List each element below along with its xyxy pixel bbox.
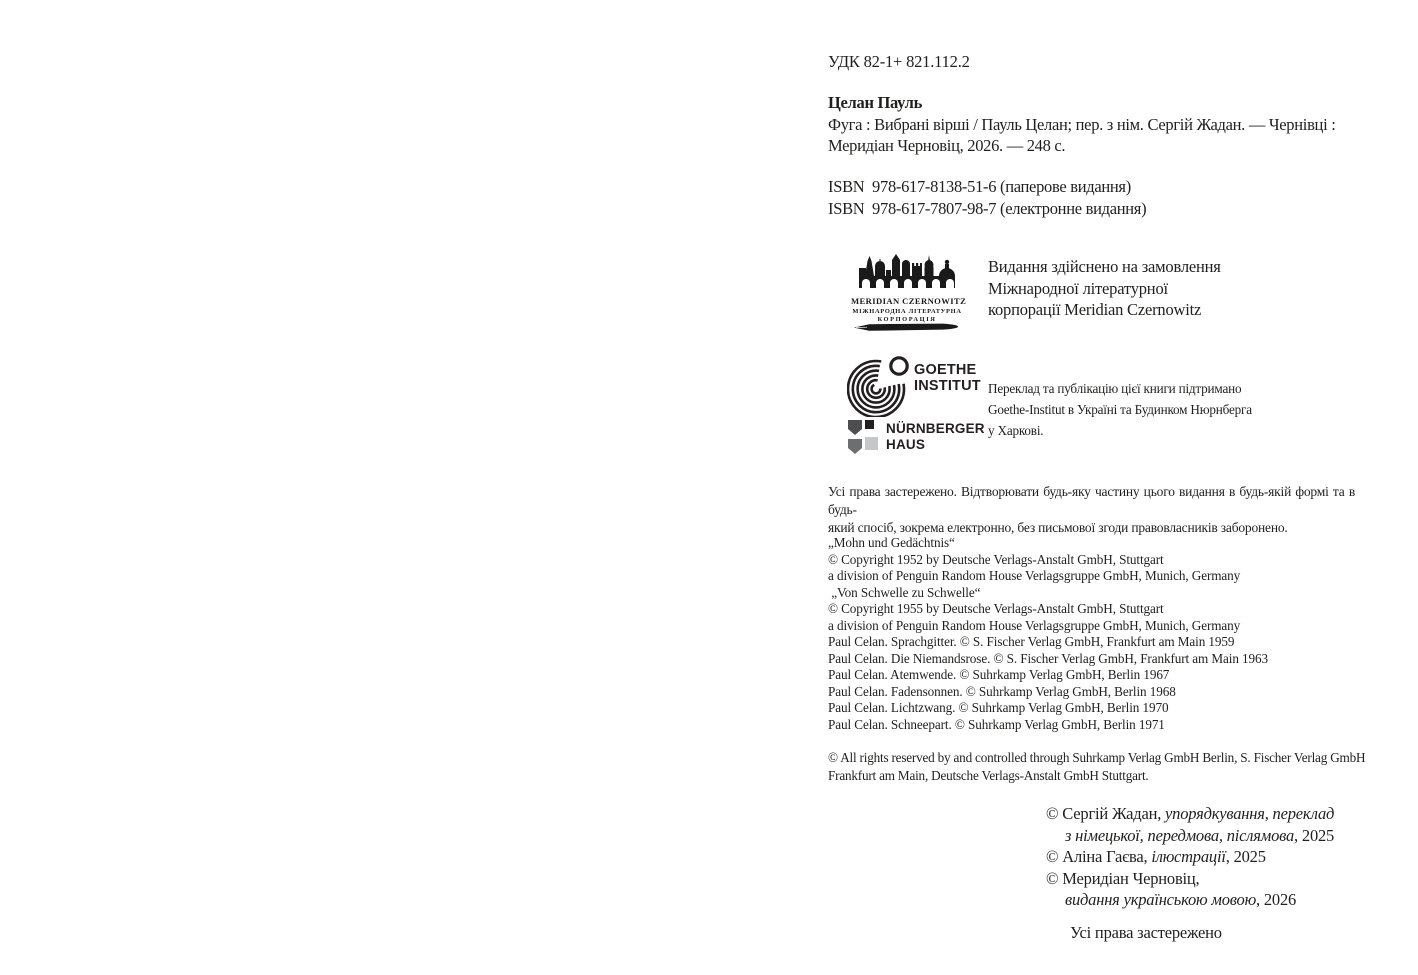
copyright-line: Paul Celan. Die Niemandsrose. © S. Fischer Verlag GmbH, Frankfurt am Main 1963 [828, 650, 1269, 666]
meridian-note-line-3: корпорації Meridian Czernowitz [988, 300, 1202, 319]
udk-code: УДК 82-1+ 821.112.2 [828, 52, 970, 71]
meridian-note [988, 256, 1221, 321]
copyright-line: Paul Celan. Schneepart. © Suhrkamp Verlag GmbH, Berlin 1971 [828, 717, 1165, 733]
biblio-line-2: Меридіан Черновіц, 2026. — 248 с. [828, 136, 1066, 155]
meridian-note-line-2: Міжнародної літературної [988, 278, 1168, 298]
nuernberger-haus-logo-text [886, 421, 985, 452]
rights-reserved-paragraph [828, 483, 1355, 538]
all-rights-reserved-en [828, 749, 1365, 785]
meridian-logo-subtitle-1: МІЖНАРОДНА ЛІТЕРАТУРНА [852, 308, 962, 315]
source-copyright-block [828, 535, 1268, 734]
credit-meridian-line-2: видання українською мовою, 2026 [1065, 890, 1297, 910]
all-rights-line-1: © All rights reserved by and controlled through Suhrkamp Verlag GmbH Berlin, S. Fischer Verlag GmbH [828, 750, 1366, 765]
credit-zhadan-line-2: з німецької, передмова, післямова, 2025 [1065, 825, 1335, 845]
copyright-line: a division of Penguin Random House Verlagsgruppe GmbH, Munich, Germany [828, 617, 1241, 633]
support-note-line-2: Goethe-Institut в Україні та Будинком Нюрнберга [988, 402, 1252, 417]
copyright-line: Paul Celan. Lichtzwang. © Suhrkamp Verlag GmbH, Berlin 1970 [828, 700, 1169, 716]
copyright-line: © Copyright 1955 by Deutsche Verlags-Anstalt GmbH, Stuttgart [828, 601, 1164, 617]
bibliographic-block [828, 92, 1336, 157]
nuernberger-logo-line-2: HAUS [886, 436, 926, 452]
meridian-note-line-1: Видання здійснено на замовлення [988, 257, 1221, 276]
copyright-line: Paul Celan. Sprachgitter. © S. Fischer Verlag GmbH, Frankfurt am Main 1959 [828, 634, 1235, 650]
copyright-line: © Copyright 1952 by Deutsche Verlags-Anstalt GmbH, Stuttgart [828, 551, 1164, 567]
biblio-line-1: Фуга : Вибрані вірші / Пауль Целан; пер. з нім. Сергій Жадан. — Чернівці : [828, 114, 1336, 134]
isbn-block [828, 176, 1146, 220]
goethe-logo-line-2: INSTITUT [914, 377, 981, 394]
goethe-institut-logo-text [914, 363, 981, 394]
nuernberger-haus-logo-icon [848, 420, 882, 461]
credit-zhadan-line-1: © Сергій Жадан, упорядкування, переклад [1046, 804, 1335, 823]
rights-paragraph-line-2: який спосіб, зокрема електронно, без письмової згоди правовласників заборонено. [828, 520, 1288, 536]
copyright-line: Paul Celan. Fadensonnen. © Suhrkamp Verlag GmbH, Berlin 1968 [828, 683, 1176, 699]
meridian-czernowitz-logo [851, 252, 967, 332]
support-note-line-1: Переклад та публікацію цієї книги підтримано [988, 381, 1242, 396]
credit-haieva: © Аліна Гаєва, ілюстрації, 2025 [1046, 847, 1266, 867]
isbn-electronic: ISBN 978-617-7807-98-7 (електронне видання) [828, 198, 1147, 218]
isbn-paper: ISBN 978-617-8138-51-6 (паперове видання) [828, 177, 1131, 196]
edition-credits [1046, 803, 1334, 944]
all-rights-line-2: Frankfurt am Main, Deutsche Verlags-Anstalt GmbH Stuttgart. [828, 768, 1149, 783]
pen-icon [853, 323, 961, 332]
copyright-line: „Mohn und Gedächtnis“ [828, 535, 955, 550]
copyright-line: a division of Penguin Random House Verlagsgruppe GmbH, Munich, Germany [828, 568, 1241, 584]
goethe-institut-logo-icon [847, 354, 913, 422]
nuernberger-logo-line-1: NÜRNBERGER [886, 421, 985, 436]
support-note-line-3: у Харкові. [988, 423, 1044, 438]
goethe-logo-line-1: GOETHE [914, 362, 977, 378]
rights-paragraph-line-1: Усі права застережено. Відтворювати будь-яку частину цього видання в будь-якій формі та в будь- [828, 484, 1355, 518]
support-note [988, 378, 1252, 441]
copyright-line: Paul Celan. Atemwende. © Suhrkamp Verlag GmbH, Berlin 1967 [828, 667, 1170, 683]
meridian-logo-subtitle-2: КОРПОРАЦІЯ [877, 316, 937, 323]
copyright-line: „Von Schwelle zu Schwelle“ [828, 584, 981, 600]
meridian-logo-title: MERIDIAN CZERNOWITZ [851, 296, 967, 306]
final-rights-note: Усі права застережено [1070, 922, 1222, 942]
book-author: Целан Пауль [828, 93, 923, 112]
credit-meridian-line-1: © Меридіан Черновіц, [1046, 868, 1200, 888]
city-skyline-icon [859, 252, 955, 295]
